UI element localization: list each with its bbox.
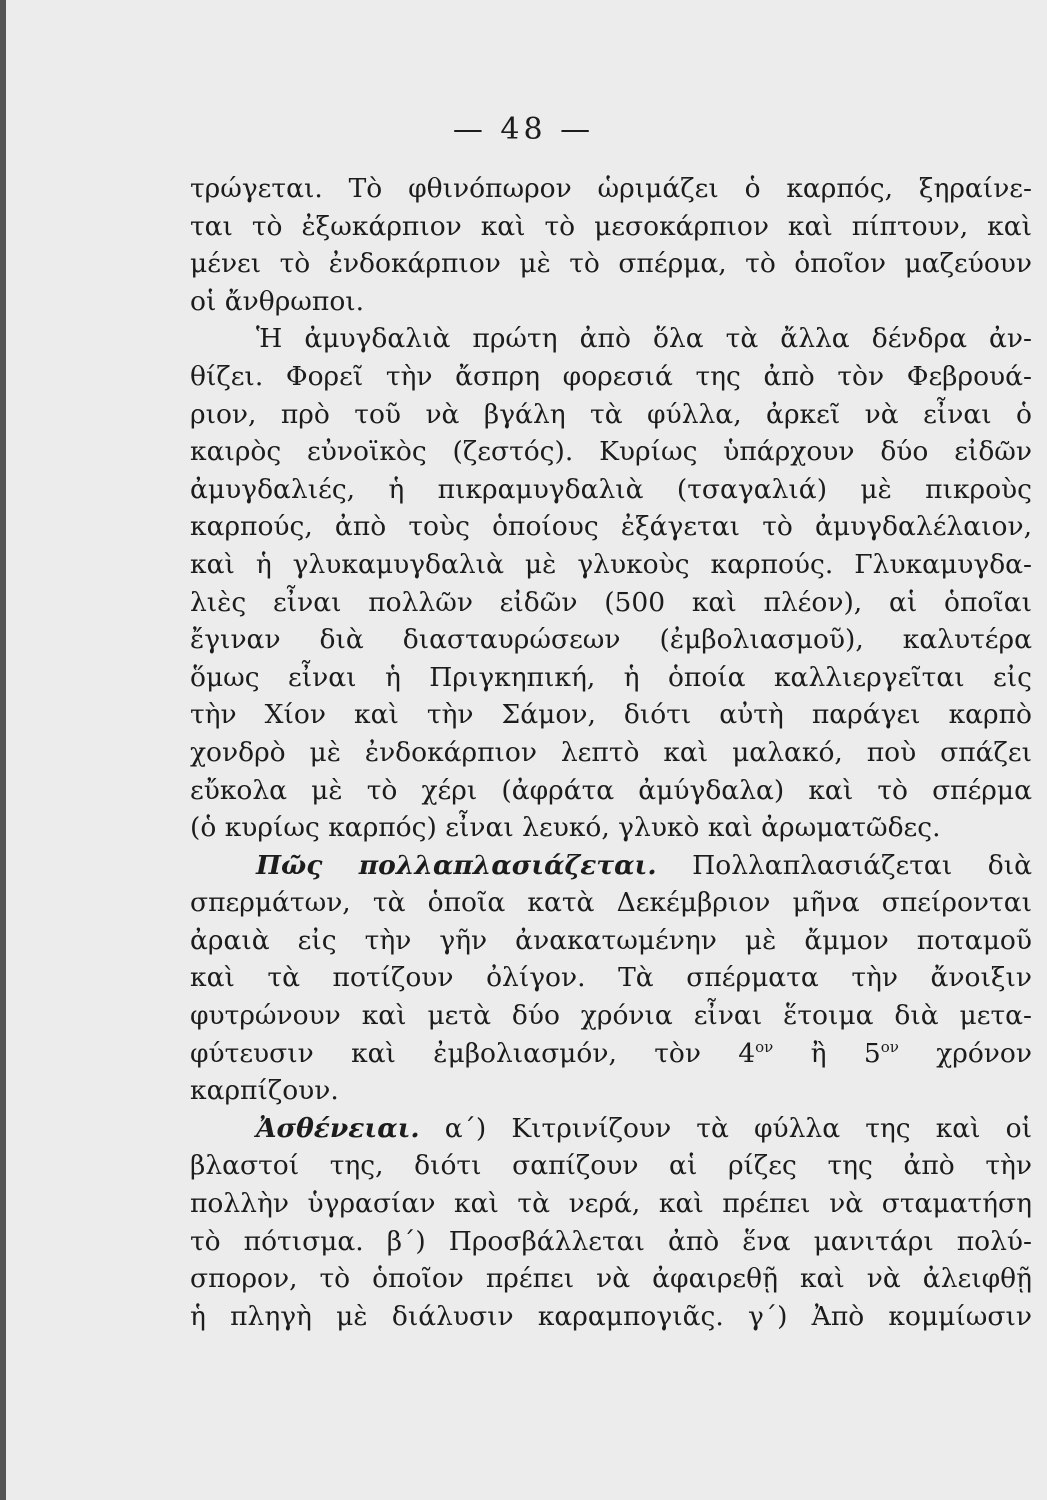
page-number: — 48 — — [452, 112, 595, 147]
section-heading-diseases: Ἀσθένειαι. — [256, 1112, 420, 1144]
text-line: (ὁ κυρίως καρπός) εἶναι λευκό, γλυκὸ καὶ ἀρωματῶδες. — [190, 812, 941, 844]
text-line: καὶ ἡ γλυκαμυγδαλιὰ μὲ γλυκοὺς καρπούς. Γλυκαμυγδα- — [190, 548, 1032, 580]
text-line: καὶ τὰ ποτίζουν ὀλίγον. Τὰ σπέρματα τὴν ἄνοιξιν — [190, 962, 1032, 994]
text-line: φυτρώνουν καὶ μετὰ δύο χρόνια εἶναι ἕτοιμα διὰ μετα- — [190, 1000, 1032, 1032]
text-segment: φύτευσιν καὶ ἐμβολιασμόν, τὸν 4 — [190, 1037, 756, 1069]
text-line-ordinals — [190, 1035, 1032, 1073]
section-heading-line — [190, 847, 1032, 885]
text-line: λιὲς εἶναι πολλῶν εἰδῶν (500 καὶ πλέον), αἱ ὁποῖαι — [190, 586, 1032, 618]
text-line: ται τὸ ἐξωκάρπιον καὶ τὸ μεσοκάρπιον καὶ πίπτουν, καὶ — [190, 210, 1032, 242]
text-line: ἡ πληγὴ μὲ διάλυσιν καραμπογιᾶς. γ΄) Ἀπὸ κομμίωσιν — [190, 1300, 1032, 1332]
text-line: βλαστοί της, διότι σαπίζουν αἱ ρίζες της ἀπὸ τὴν — [190, 1150, 1032, 1182]
page-edge-shadow — [0, 0, 6, 1500]
section-heading-propagation: Πῶς πολλαπλασιάζεται. — [256, 849, 657, 881]
paragraph-start-line: Ἡ ἀμυγδαλιὰ πρώτη ἀπὸ ὅλα τὰ ἄλλα δένδρα ἀν- — [256, 323, 1032, 355]
text-line: πολλὴν ὑγρασίαν καὶ τὰ νερά, καὶ πρέπει νὰ σταματήση — [190, 1188, 1032, 1220]
body-text — [190, 170, 1032, 1335]
text-line: σπερμάτων, τὰ ὁποῖα κατὰ Δεκέμβριον μῆνα σπείρονται — [190, 887, 1032, 919]
text-line: σπορον, τὸ ὁποῖον πρέπει νὰ ἀφαιρεθῇ καὶ νὰ ἀλειφθῇ — [190, 1263, 1032, 1295]
text-line: ὅμως εἶναι ἡ Πριγκηπική, ἡ ὁποία καλλιεργεῖται εἰς — [190, 661, 1032, 693]
text-line: καιρὸς εὐνοϊκὸς (ζεστός). Κυρίως ὑπάρχουν δύο εἰδῶν — [190, 436, 1032, 468]
text-line: καρπίζουν. — [190, 1075, 339, 1107]
heading-continuation: α΄) Κιτρινίζουν τὰ φύλλα της καὶ οἱ — [444, 1112, 1032, 1144]
text-line: ἔγιναν διὰ διασταυρώσεων (ἐμβολιασμοῦ), καλυτέρα — [190, 624, 1032, 656]
text-line: μένει τὸ ἐνδοκάρπιον μὲ τὸ σπέρμα, τὸ ὁποῖον μαζεύουν — [190, 248, 1032, 280]
text-line: θίζει. Φορεῖ τὴν ἄσπρη φορεσιά της ἀπὸ τὸν Φεβρουά- — [190, 360, 1032, 392]
ordinal-suffix: ον — [755, 1037, 774, 1056]
text-line: ἀραιὰ εἰς τὴν γῆν ἀνακατωμένην μὲ ἄμμον ποταμοῦ — [190, 924, 1032, 956]
text-line: καρπούς, ἀπὸ τοὺς ὁποίους ἐξάγεται τὸ ἀμυγδαλέλαιον, — [190, 511, 1032, 543]
text-line: τὸ πότισμα. β΄) Προσβάλλεται ἀπὸ ἕνα μανιτάρι πολύ- — [190, 1225, 1032, 1257]
text-line: ἀμυγδαλιές, ἡ πικραμυγδαλιὰ (τσαγαλιά) μὲ πικροὺς — [190, 473, 1032, 505]
ordinal-suffix: ον — [880, 1037, 899, 1056]
text-line: ριον, πρὸ τοῦ νὰ βγάλη τὰ φύλλα, ἀρκεῖ νὰ εἶναι ὁ — [190, 398, 1032, 430]
text-line: οἱ ἄνθρωποι. — [190, 285, 365, 317]
section-heading-line — [190, 1110, 1032, 1148]
text-segment: χρόνον — [936, 1037, 1032, 1069]
text-line: τὴν Χίον καὶ τὴν Σάμον, διότι αὐτὴ παράγει καρπὸ — [190, 699, 1032, 731]
text-line: χονδρὸ μὲ ἐνδοκάρπιον λεπτὸ καὶ μαλακό, ποὺ σπάζει — [190, 736, 1032, 768]
text-line: τρώγεται. Τὸ φθινόπωρον ὡριμάζει ὁ καρπός, ξηραίνε- — [190, 173, 1032, 204]
heading-continuation: Πολλαπλασιάζεται διὰ — [692, 849, 1032, 881]
text-line: εὔκολα μὲ τὸ χέρι (ἀφράτα ἀμύγδαλα) καὶ τὸ σπέρμα — [190, 774, 1032, 806]
text-segment: ἢ 5 — [810, 1037, 881, 1069]
